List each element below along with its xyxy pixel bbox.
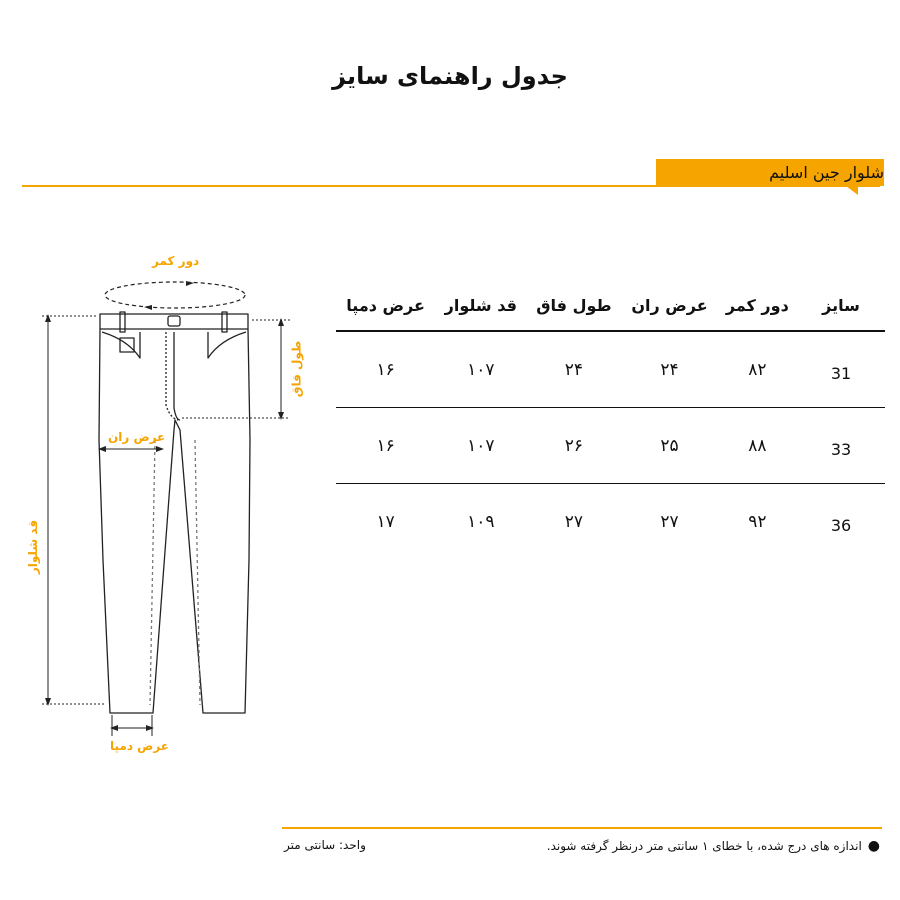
cell-length: ۱۰۷ — [435, 331, 526, 408]
cell-size: 33 — [797, 408, 885, 484]
arrow-head-icon — [45, 698, 51, 706]
arrow-head-icon — [110, 725, 118, 731]
thigh-label: عرض ران — [108, 430, 166, 444]
jeans-diagram — [0, 240, 330, 760]
header-length: قد شلوار — [435, 280, 526, 331]
header-waist: دور کمر — [718, 280, 797, 331]
product-name-tab — [656, 159, 884, 186]
seam-line — [150, 440, 155, 705]
arrow-head-icon — [146, 725, 154, 731]
unit-label: واحد: سانتی متر — [284, 838, 366, 852]
waist-label: دور کمر — [152, 254, 200, 268]
header-rise: طول فاق — [526, 280, 621, 331]
tab-notch-decoration — [846, 186, 858, 195]
cell-length: ۱۰۷ — [435, 408, 526, 484]
waist-measure-ellipse — [105, 282, 245, 308]
cell-rise: ۲۴ — [526, 331, 621, 408]
table-row — [336, 408, 885, 484]
cell-waist: ۸۲ — [718, 331, 797, 408]
header-hem: عرض دمپا — [336, 280, 435, 331]
table-header-row — [336, 280, 885, 331]
fly-stitch — [166, 332, 178, 420]
size-table — [336, 280, 885, 559]
arrow-head-icon — [45, 314, 51, 322]
note-text: اندازه های درج شده، با خطای ۱ سانتی متر درنظر گرفته شوند. — [546, 839, 862, 853]
length-label: قد شلوار — [26, 519, 41, 575]
header-thigh: عرض ران — [621, 280, 717, 331]
arrow-head-icon — [278, 412, 284, 420]
page-title: جدول راهنمای سایز — [332, 62, 568, 90]
cell-thigh: ۲۷ — [660, 511, 679, 532]
measurement-note — [547, 838, 880, 854]
hem-label: عرض دمپا — [110, 739, 169, 753]
fly-stitch — [174, 332, 180, 420]
footer-divider — [282, 827, 882, 829]
cell-hem: ۱۶ — [336, 331, 435, 408]
cell-size: 31 — [797, 331, 885, 408]
header-size: سایز — [797, 280, 885, 331]
arrow-head-icon — [278, 318, 284, 326]
cell-rise: ۲۷ — [564, 511, 584, 532]
table-row — [336, 331, 885, 408]
cell-hem: ۱۷ — [376, 511, 395, 532]
cell-waist: ۸۸ — [718, 408, 797, 484]
table-row — [336, 484, 885, 560]
waist-arrow-icon — [144, 305, 152, 310]
cell-waist: ۹۲ — [748, 511, 767, 532]
product-name: شلوار جین اسلیم — [769, 163, 884, 182]
cell-size: 36 — [830, 516, 852, 535]
rise-label: طول فاق — [289, 340, 304, 398]
arrow-head-icon — [156, 446, 164, 452]
cell-thigh: ۲۵ — [621, 408, 717, 484]
cell-thigh: ۲۴ — [621, 331, 717, 408]
bullet-icon: ● — [867, 838, 880, 854]
cell-rise: ۲۶ — [526, 408, 621, 484]
button-outline — [168, 316, 180, 326]
right-pocket — [208, 332, 246, 358]
cell-hem: ۱۶ — [336, 408, 435, 484]
cell-length: ۱۰۹ — [467, 511, 495, 532]
